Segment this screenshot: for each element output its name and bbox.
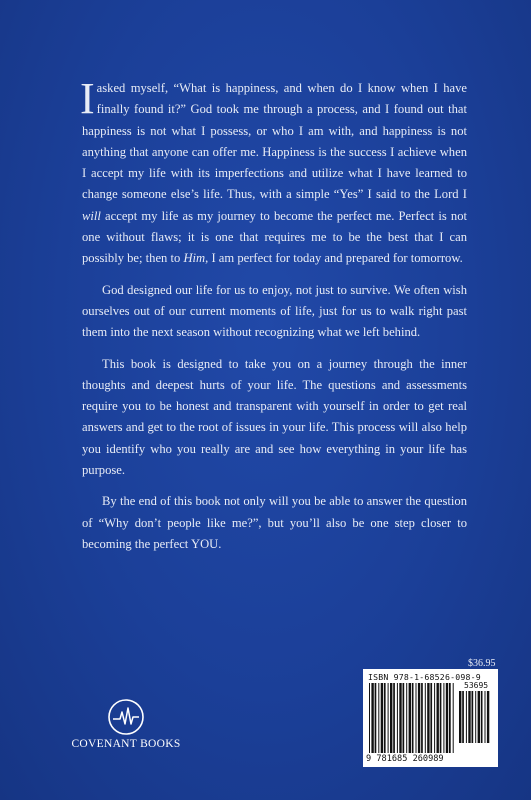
barcode-bar [393,683,395,753]
barcode-bar [403,683,405,753]
price-label: $36.95 [468,658,496,669]
barcode-bar [409,683,411,753]
blurb-text: , I am perfect for today and prepared for tomorrow. [205,251,463,266]
isbn-barcode [363,669,498,767]
barcode-bar [440,683,442,753]
barcode-bar [381,683,383,753]
barcode-bar [390,683,392,753]
barcode-bar [412,683,414,753]
barcode-bar [485,691,486,743]
barcode-bar [406,683,407,753]
barcode-bar [369,683,370,753]
barcode-bar [453,683,454,753]
barcode-bar [434,683,435,753]
barcode-bar [425,683,426,753]
barcode-bar [378,683,379,753]
barcode-bar [371,683,373,753]
barcode-bar [466,691,467,743]
barcode-bar [449,683,451,753]
barcode-bar [472,691,474,743]
barcode-bars [369,683,457,755]
blurb-paragraph-2: God designed our life for us to enjoy, not just to survive. We often wish ourselves out of our current moments of life, just for us to walk right past them into the next season without recognizing what we left behind. [82,282,467,340]
barcode-bar [446,683,448,753]
barcode-bar [418,683,420,753]
barcode-bar [462,691,464,743]
blurb-paragraph-3: This book is designed to take you on a journey through the inner thoughts and deepest hurts of your life. The questions and assessments require you to be honest and transparent with yourself in order to get real answers and get to the root of issues in your life. This process will also help you identify who you really are and see how everything in your life has purpose. [82,356,467,478]
barcode-bar [443,683,444,753]
covenant-books-logo-icon [106,697,146,737]
barcode-bar [478,691,480,743]
barcode-bar [384,683,386,753]
blurb-emphasis-him: Him [183,251,206,266]
barcode-bar [421,683,423,753]
drop-cap: I [80,74,95,123]
barcode-bar [399,683,401,753]
publisher-name: COVENANT BOOKS [71,738,181,750]
blurb-paragraph-4: By the end of this book not only will you be able to answer the question of “Why don’t people like me?”, but you’ll also be one step closer to becoming the perfect YOU. [82,494,467,551]
barcode-bar [430,683,432,753]
barcode-addon-bars [459,691,493,743]
barcode-bar [468,691,470,743]
barcode-bar [481,691,483,743]
barcode-digits: 9 781685 260989 [366,754,444,764]
barcode-bar [475,691,476,743]
blurb-text: accept my life as my journey to become the perfect me. Perfect is not one without flaws; it is one that requires me to be the best that I can possibly be; then to [82,208,467,266]
blurb-paragraph-1 [80,74,467,270]
barcode-bar [397,683,398,753]
blurb-text: asked myself, “What is happiness, and when do I know when I have finally found it?” God took me through a process, and I found out that happiness is not what I possess, or who I am with, and happiness is not anything that anyone can offer me. Happiness is the success I achieve when I accept my life with its imperfections and utilize what I have learned to change someone else’s life. Thus, with a simple “Yes” I said to the Lord I [82,81,467,202]
isbn-label: ISBN 978-1-68526-098-9 [368,672,481,682]
barcode-bar [416,683,417,753]
blurb-emphasis-will: will [82,208,101,223]
barcode-addon-number: 53695 [464,681,489,690]
barcode-bar [487,691,489,743]
back-cover-blurb [80,74,467,555]
barcode-bar [427,683,429,753]
barcode-bar [388,683,389,753]
barcode-bar [437,683,439,753]
barcode-bar [375,683,377,753]
barcode-bar [459,691,461,743]
